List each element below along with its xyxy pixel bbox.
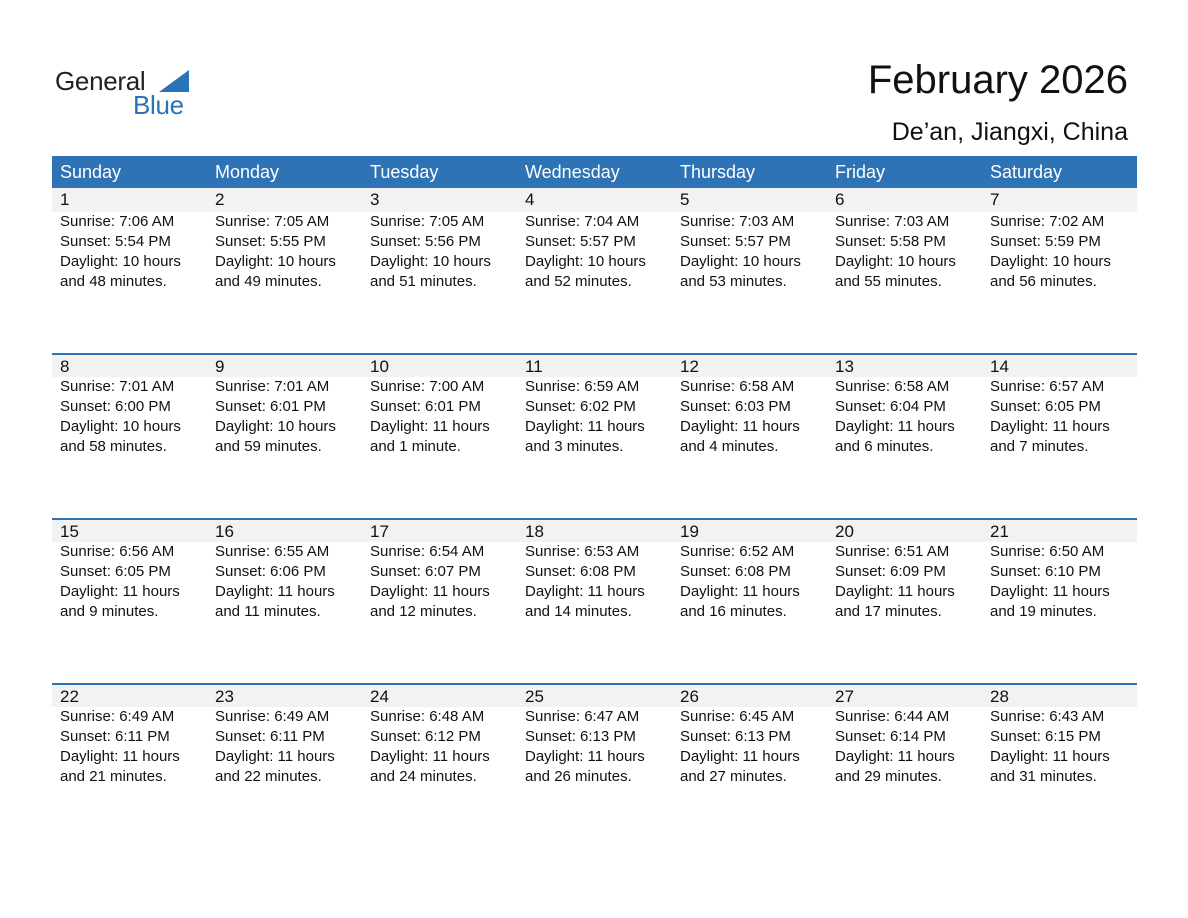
sunrise-text: Sunrise: 6:51 AM bbox=[835, 543, 950, 560]
day-cell bbox=[672, 188, 827, 212]
day-cell bbox=[672, 355, 827, 377]
sunset-text: Sunset: 6:01 PM bbox=[215, 398, 326, 415]
day-cell bbox=[207, 520, 362, 542]
week-row bbox=[52, 188, 1137, 353]
sunset-text: Sunset: 6:00 PM bbox=[60, 398, 171, 415]
day-number: 23 bbox=[215, 687, 234, 706]
daylight-minutes-text: and 27 minutes. bbox=[680, 768, 787, 785]
sunrise-text: Sunrise: 7:06 AM bbox=[60, 213, 175, 230]
daylight-text: Daylight: 10 hours bbox=[60, 253, 181, 270]
day-details bbox=[207, 212, 362, 292]
day-number: 12 bbox=[680, 357, 699, 376]
sunrise-text: Sunrise: 7:03 AM bbox=[835, 213, 950, 230]
day-number: 14 bbox=[990, 357, 1009, 376]
daylight-text: Daylight: 11 hours bbox=[835, 418, 955, 435]
location-subtitle: De’an, Jiangxi, China bbox=[891, 118, 1128, 146]
day-number: 19 bbox=[680, 522, 699, 541]
day-cell bbox=[827, 355, 982, 377]
sunset-text: Sunset: 6:07 PM bbox=[370, 563, 481, 580]
day-details bbox=[517, 542, 672, 622]
daylight-text: Daylight: 11 hours bbox=[525, 748, 645, 765]
day-cell bbox=[982, 188, 1137, 212]
sunrise-text: Sunrise: 6:53 AM bbox=[525, 543, 640, 560]
daylight-minutes-text: and 56 minutes. bbox=[990, 273, 1097, 290]
day-details bbox=[52, 377, 207, 457]
day-details bbox=[207, 542, 362, 622]
day-details bbox=[982, 212, 1137, 292]
day-cell bbox=[52, 355, 207, 377]
sunset-text: Sunset: 6:15 PM bbox=[990, 728, 1101, 745]
sunset-text: Sunset: 6:11 PM bbox=[60, 728, 170, 745]
sunrise-text: Sunrise: 6:58 AM bbox=[680, 378, 795, 395]
day-cell bbox=[52, 188, 207, 212]
daylight-minutes-text: and 58 minutes. bbox=[60, 438, 167, 455]
daylight-text: Daylight: 10 hours bbox=[215, 253, 336, 270]
sunset-text: Sunset: 6:08 PM bbox=[525, 563, 636, 580]
weekday-thursday: Thursday bbox=[680, 162, 756, 182]
daylight-minutes-text: and 3 minutes. bbox=[525, 438, 624, 455]
daylight-text: Daylight: 10 hours bbox=[60, 418, 181, 435]
weekday-sunday: Sunday bbox=[60, 162, 122, 182]
sunrise-text: Sunrise: 7:01 AM bbox=[215, 378, 330, 395]
day-number: 8 bbox=[60, 357, 70, 376]
week-info-row bbox=[52, 542, 1137, 622]
day-cell bbox=[207, 355, 362, 377]
daylight-minutes-text: and 55 minutes. bbox=[835, 273, 942, 290]
sunset-text: Sunset: 6:09 PM bbox=[835, 563, 946, 580]
sunset-text: Sunset: 5:54 PM bbox=[60, 233, 171, 250]
day-cell bbox=[362, 685, 517, 707]
day-number: 13 bbox=[835, 357, 854, 376]
week-row bbox=[52, 683, 1137, 848]
day-number: 26 bbox=[680, 687, 699, 706]
sunset-text: Sunset: 6:06 PM bbox=[215, 563, 326, 580]
weeks-container bbox=[52, 188, 1137, 848]
sunset-text: Sunset: 5:58 PM bbox=[835, 233, 946, 250]
day-number: 1 bbox=[60, 190, 70, 209]
daylight-minutes-text: and 6 minutes. bbox=[835, 438, 934, 455]
day-number: 11 bbox=[525, 357, 543, 376]
daylight-text: Daylight: 11 hours bbox=[215, 748, 335, 765]
sunset-text: Sunset: 5:57 PM bbox=[525, 233, 636, 250]
sunset-text: Sunset: 6:13 PM bbox=[680, 728, 791, 745]
week-row bbox=[52, 518, 1137, 683]
daylight-text: Daylight: 11 hours bbox=[215, 583, 335, 600]
day-details bbox=[52, 707, 207, 787]
sunrise-text: Sunrise: 6:52 AM bbox=[680, 543, 795, 560]
day-number: 9 bbox=[215, 357, 225, 376]
logo bbox=[55, 66, 195, 118]
day-details bbox=[982, 377, 1137, 457]
weekday-tuesday: Tuesday bbox=[370, 162, 439, 182]
day-details bbox=[982, 542, 1137, 622]
sunrise-text: Sunrise: 7:01 AM bbox=[60, 378, 175, 395]
daylight-minutes-text: and 1 minute. bbox=[370, 438, 461, 455]
week-info-row bbox=[52, 707, 1137, 787]
day-number: 5 bbox=[680, 190, 690, 209]
day-number: 21 bbox=[990, 522, 1009, 541]
day-details bbox=[362, 707, 517, 787]
daylight-minutes-text: and 22 minutes. bbox=[215, 768, 322, 785]
daylight-minutes-text: and 24 minutes. bbox=[370, 768, 477, 785]
day-cell bbox=[517, 355, 672, 377]
week-date-strip bbox=[52, 353, 1137, 377]
day-cell bbox=[517, 188, 672, 212]
day-details bbox=[517, 377, 672, 457]
sunrise-text: Sunrise: 7:05 AM bbox=[215, 213, 330, 230]
daylight-text: Daylight: 11 hours bbox=[525, 418, 645, 435]
sunrise-text: Sunrise: 7:05 AM bbox=[370, 213, 485, 230]
daylight-text: Daylight: 11 hours bbox=[680, 418, 800, 435]
daylight-text: Daylight: 11 hours bbox=[990, 748, 1110, 765]
daylight-text: Daylight: 11 hours bbox=[525, 583, 645, 600]
daylight-minutes-text: and 19 minutes. bbox=[990, 603, 1097, 620]
sunset-text: Sunset: 6:12 PM bbox=[370, 728, 481, 745]
day-number: 6 bbox=[835, 190, 845, 209]
day-cell bbox=[672, 520, 827, 542]
sunrise-text: Sunrise: 7:00 AM bbox=[370, 378, 485, 395]
sunrise-text: Sunrise: 6:47 AM bbox=[525, 708, 640, 725]
logo-text-general: General bbox=[55, 66, 146, 96]
sunrise-text: Sunrise: 6:45 AM bbox=[680, 708, 795, 725]
sunset-text: Sunset: 6:04 PM bbox=[835, 398, 946, 415]
daylight-text: Daylight: 10 hours bbox=[370, 253, 491, 270]
day-details bbox=[52, 542, 207, 622]
daylight-minutes-text: and 16 minutes. bbox=[680, 603, 787, 620]
day-number: 22 bbox=[60, 687, 79, 706]
daylight-minutes-text: and 17 minutes. bbox=[835, 603, 942, 620]
sunset-text: Sunset: 6:08 PM bbox=[680, 563, 791, 580]
day-cell bbox=[982, 685, 1137, 707]
daylight-text: Daylight: 10 hours bbox=[680, 253, 801, 270]
calendar-grid bbox=[52, 156, 1137, 848]
daylight-minutes-text: and 51 minutes. bbox=[370, 273, 477, 290]
sunrise-text: Sunrise: 6:55 AM bbox=[215, 543, 330, 560]
day-cell bbox=[207, 685, 362, 707]
day-details bbox=[362, 212, 517, 292]
day-cell bbox=[362, 355, 517, 377]
day-details bbox=[517, 707, 672, 787]
day-cell bbox=[827, 520, 982, 542]
sunrise-text: Sunrise: 6:43 AM bbox=[990, 708, 1105, 725]
weekday-wednesday: Wednesday bbox=[525, 162, 620, 182]
week-info-row bbox=[52, 377, 1137, 457]
sunset-text: Sunset: 6:10 PM bbox=[990, 563, 1101, 580]
day-number: 7 bbox=[990, 190, 1000, 209]
weekday-header-row bbox=[52, 156, 1137, 188]
day-number: 28 bbox=[990, 687, 1009, 706]
daylight-minutes-text: and 11 minutes. bbox=[215, 603, 321, 620]
daylight-text: Daylight: 11 hours bbox=[835, 748, 955, 765]
day-details bbox=[827, 212, 982, 292]
daylight-text: Daylight: 11 hours bbox=[370, 748, 490, 765]
daylight-text: Daylight: 11 hours bbox=[990, 583, 1110, 600]
sunrise-text: Sunrise: 6:57 AM bbox=[990, 378, 1105, 395]
sunrise-text: Sunrise: 6:59 AM bbox=[525, 378, 640, 395]
week-info-row bbox=[52, 212, 1137, 292]
sunrise-text: Sunrise: 6:49 AM bbox=[215, 708, 330, 725]
sunset-text: Sunset: 5:59 PM bbox=[990, 233, 1101, 250]
daylight-minutes-text: and 7 minutes. bbox=[990, 438, 1089, 455]
daylight-text: Daylight: 11 hours bbox=[990, 418, 1110, 435]
day-number: 3 bbox=[370, 190, 380, 209]
sunset-text: Sunset: 6:14 PM bbox=[835, 728, 946, 745]
daylight-text: Daylight: 10 hours bbox=[215, 418, 336, 435]
day-cell bbox=[982, 355, 1137, 377]
day-cell bbox=[517, 685, 672, 707]
week-row bbox=[52, 353, 1137, 518]
sunrise-text: Sunrise: 6:58 AM bbox=[835, 378, 950, 395]
daylight-text: Daylight: 10 hours bbox=[990, 253, 1111, 270]
day-number: 10 bbox=[370, 357, 389, 376]
day-details bbox=[827, 707, 982, 787]
daylight-minutes-text: and 49 minutes. bbox=[215, 273, 322, 290]
daylight-text: Daylight: 10 hours bbox=[525, 253, 646, 270]
daylight-text: Daylight: 11 hours bbox=[370, 583, 490, 600]
sunrise-text: Sunrise: 7:02 AM bbox=[990, 213, 1105, 230]
daylight-text: Daylight: 11 hours bbox=[370, 418, 490, 435]
day-cell bbox=[52, 685, 207, 707]
day-details bbox=[207, 707, 362, 787]
day-cell bbox=[827, 188, 982, 212]
daylight-minutes-text: and 21 minutes. bbox=[60, 768, 167, 785]
sunrise-text: Sunrise: 6:54 AM bbox=[370, 543, 485, 560]
sunset-text: Sunset: 6:02 PM bbox=[525, 398, 636, 415]
weekday-saturday: Saturday bbox=[990, 162, 1063, 182]
weekday-monday: Monday bbox=[215, 162, 280, 182]
daylight-minutes-text: and 26 minutes. bbox=[525, 768, 632, 785]
day-cell bbox=[827, 685, 982, 707]
sunrise-text: Sunrise: 7:03 AM bbox=[680, 213, 795, 230]
day-number: 18 bbox=[525, 522, 544, 541]
daylight-text: Daylight: 10 hours bbox=[835, 253, 956, 270]
daylight-minutes-text: and 12 minutes. bbox=[370, 603, 477, 620]
sunset-text: Sunset: 6:05 PM bbox=[60, 563, 171, 580]
sunset-text: Sunset: 6:05 PM bbox=[990, 398, 1101, 415]
day-number: 27 bbox=[835, 687, 854, 706]
sunset-text: Sunset: 6:13 PM bbox=[525, 728, 636, 745]
daylight-minutes-text: and 59 minutes. bbox=[215, 438, 322, 455]
day-details bbox=[672, 377, 827, 457]
sunset-text: Sunset: 5:55 PM bbox=[215, 233, 326, 250]
week-date-strip bbox=[52, 683, 1137, 707]
daylight-text: Daylight: 11 hours bbox=[835, 583, 955, 600]
daylight-minutes-text: and 52 minutes. bbox=[525, 273, 632, 290]
day-details bbox=[362, 377, 517, 457]
daylight-minutes-text: and 53 minutes. bbox=[680, 273, 787, 290]
day-details bbox=[827, 542, 982, 622]
sunset-text: Sunset: 6:11 PM bbox=[215, 728, 325, 745]
day-number: 25 bbox=[525, 687, 544, 706]
day-cell bbox=[362, 188, 517, 212]
daylight-minutes-text: and 4 minutes. bbox=[680, 438, 779, 455]
day-cell bbox=[52, 520, 207, 542]
day-number: 15 bbox=[60, 522, 79, 541]
daylight-minutes-text: and 9 minutes. bbox=[60, 603, 159, 620]
page-title: February 2026 bbox=[867, 58, 1128, 102]
sunrise-text: Sunrise: 7:04 AM bbox=[525, 213, 640, 230]
day-details bbox=[207, 377, 362, 457]
day-number: 2 bbox=[215, 190, 225, 209]
daylight-minutes-text: and 48 minutes. bbox=[60, 273, 167, 290]
sunrise-text: Sunrise: 6:50 AM bbox=[990, 543, 1105, 560]
sunset-text: Sunset: 5:57 PM bbox=[680, 233, 791, 250]
day-number: 20 bbox=[835, 522, 854, 541]
sunset-text: Sunset: 6:01 PM bbox=[370, 398, 481, 415]
daylight-minutes-text: and 29 minutes. bbox=[835, 768, 942, 785]
day-cell bbox=[362, 520, 517, 542]
daylight-text: Daylight: 11 hours bbox=[60, 583, 180, 600]
daylight-text: Daylight: 11 hours bbox=[680, 748, 800, 765]
daylight-text: Daylight: 11 hours bbox=[60, 748, 180, 765]
sunset-text: Sunset: 5:56 PM bbox=[370, 233, 481, 250]
day-details bbox=[827, 377, 982, 457]
logo-text-blue: Blue bbox=[133, 90, 184, 120]
sunrise-text: Sunrise: 6:49 AM bbox=[60, 708, 175, 725]
day-details bbox=[517, 212, 672, 292]
weekday-friday: Friday bbox=[835, 162, 886, 182]
day-details bbox=[672, 707, 827, 787]
daylight-minutes-text: and 31 minutes. bbox=[990, 768, 1097, 785]
sunrise-text: Sunrise: 6:56 AM bbox=[60, 543, 175, 560]
daylight-minutes-text: and 14 minutes. bbox=[525, 603, 632, 620]
sunrise-text: Sunrise: 6:44 AM bbox=[835, 708, 950, 725]
day-cell bbox=[207, 188, 362, 212]
week-date-strip bbox=[52, 518, 1137, 542]
day-details bbox=[52, 212, 207, 292]
day-details bbox=[982, 707, 1137, 787]
day-number: 16 bbox=[215, 522, 234, 541]
day-cell bbox=[517, 520, 672, 542]
day-number: 17 bbox=[370, 522, 389, 541]
day-cell bbox=[672, 685, 827, 707]
sunrise-text: Sunrise: 6:48 AM bbox=[370, 708, 485, 725]
daylight-text: Daylight: 11 hours bbox=[680, 583, 800, 600]
day-details bbox=[672, 212, 827, 292]
day-details bbox=[362, 542, 517, 622]
day-number: 4 bbox=[525, 190, 535, 209]
week-date-strip bbox=[52, 188, 1137, 212]
day-number: 24 bbox=[370, 687, 389, 706]
day-details bbox=[672, 542, 827, 622]
day-cell bbox=[982, 520, 1137, 542]
logo-triangle-icon bbox=[159, 70, 189, 92]
sunset-text: Sunset: 6:03 PM bbox=[680, 398, 791, 415]
